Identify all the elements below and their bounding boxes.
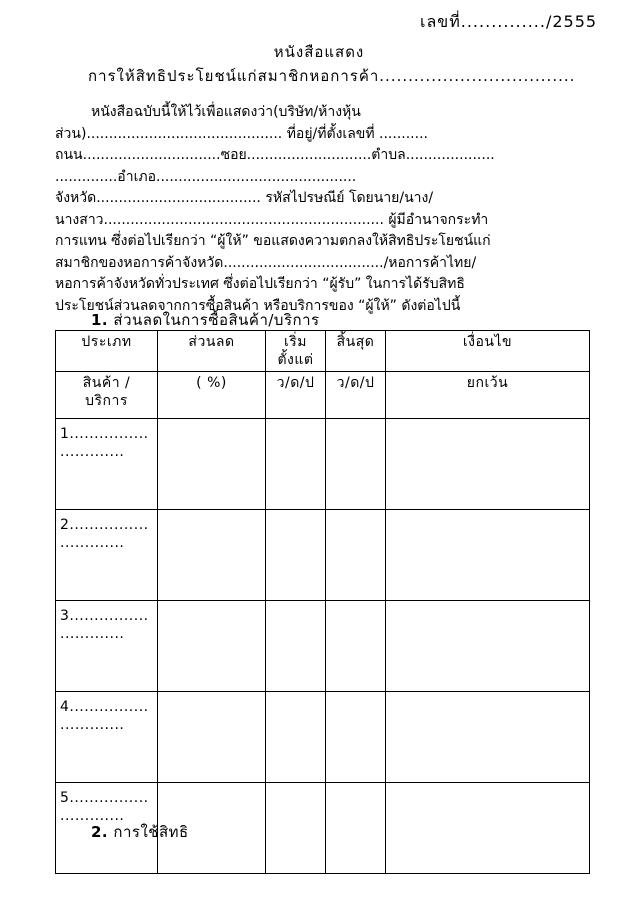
row-discount-cell[interactable] [158,510,266,601]
row-start-cell[interactable] [266,510,326,601]
header-type: ประเภท [56,331,158,372]
body-paragraph [55,102,595,317]
document-subtitle: การให้สิทธิประโยชน์แก่สมาชิกหอการค้า.................................. [88,67,576,85]
row-conditions-cell[interactable] [386,692,590,783]
row-start-cell[interactable] [266,601,326,692]
header-start: เริ่ม ตั้งแต่ [266,331,326,372]
section-1-number: 1. [91,311,109,329]
row-discount-cell[interactable] [158,419,266,510]
row-start-cell[interactable] [266,692,326,783]
subheader-start-date: ว/ด/ป [266,372,326,419]
table-row [56,510,590,601]
row-discount-cell[interactable] [158,692,266,783]
row-end-cell[interactable] [326,692,386,783]
row-item-cell[interactable]: 5................ ............. [56,783,158,874]
row-discount-cell[interactable] [158,601,266,692]
row-conditions-cell[interactable] [386,601,590,692]
subheader-percent: ( %) [158,372,266,419]
body-line: หนังสือฉบับนี้ให้ไว้เพื่อแสดงว่า(บริษัท/ห้างหุ้น [91,104,361,120]
table-row [56,601,590,692]
row-item-cell[interactable]: 2................ ............. [56,510,158,601]
section-1-title: ส่วนลดในการซื้อสินค้า/บริการ [113,311,320,329]
row-item-cell[interactable]: 3................ ............. [56,601,158,692]
body-line: ส่วน)............................................ ที่อยู่/ที่ตั้งเลขที่ ........... [55,125,428,142]
body-line: หอการค้าจังหวัดทั่วประเทศ ซึ่งต่อไปเรียกว่า “ผู้รับ” ในการได้รับสิทธิ [55,276,465,292]
body-line: ประโยชน์ส่วนลดจากการซื้อสินค้า หรือบริการของ “ผู้ให้” ดังต่อไปนี้ [55,297,461,314]
section-1-heading [91,308,320,332]
header-discount: ส่วนลด [158,331,266,372]
row-start-cell[interactable] [266,419,326,510]
document-title: หนังสือแสดง [273,43,365,61]
table-subheader-row [56,372,590,419]
row-end-cell[interactable] [326,419,386,510]
body-line: ถนน...............................ซอย............................ตำบล.................... [55,147,495,163]
subheader-except: ยกเว้น [386,372,590,419]
row-conditions-cell[interactable] [386,510,590,601]
row-end-cell[interactable] [326,783,386,874]
row-item-cell[interactable]: 1................ ............. [56,419,158,510]
row-end-cell[interactable] [326,510,386,601]
subheader-goods-service: สินค้า / บริการ [56,372,158,419]
section-2-title: การใช้สิทธิ [113,823,189,841]
row-conditions-cell[interactable] [386,783,590,874]
header-end: สิ้นสุด [326,331,386,372]
header-conditions: เงื่อนไข [386,331,590,372]
section-2-number: 2. [91,823,109,841]
table-row [56,419,590,510]
row-end-cell[interactable] [326,601,386,692]
table-row [56,692,590,783]
body-line: จังหวัด..................................... รหัสไปรษณีย์ โดยนาย/นาง/ [55,190,434,206]
discount-table [55,330,590,874]
table-header-row [56,331,590,372]
body-line: ..............อำเภอ............................................. [55,168,357,185]
body-line: นางสาว............................................................... ผู้มีอำนาจกระทำ [55,211,489,228]
row-item-cell[interactable]: 4................ ............. [56,692,158,783]
document-number: เลขที่............../2555 [420,12,598,31]
section-2-heading [91,820,189,844]
body-line: การแทน ซึ่งต่อไปเรียกว่า “ผู้ให้” ขอแสดงความตกลงให้สิทธิประโยชน์แก่ [55,233,491,249]
row-start-cell[interactable] [266,783,326,874]
subheader-end-date: ว/ด/ป [326,372,386,419]
row-conditions-cell[interactable] [386,419,590,510]
body-line: สมาชิกของหอการค้าจังหวัด..................................../หอการค้าไทย/ [55,254,477,271]
